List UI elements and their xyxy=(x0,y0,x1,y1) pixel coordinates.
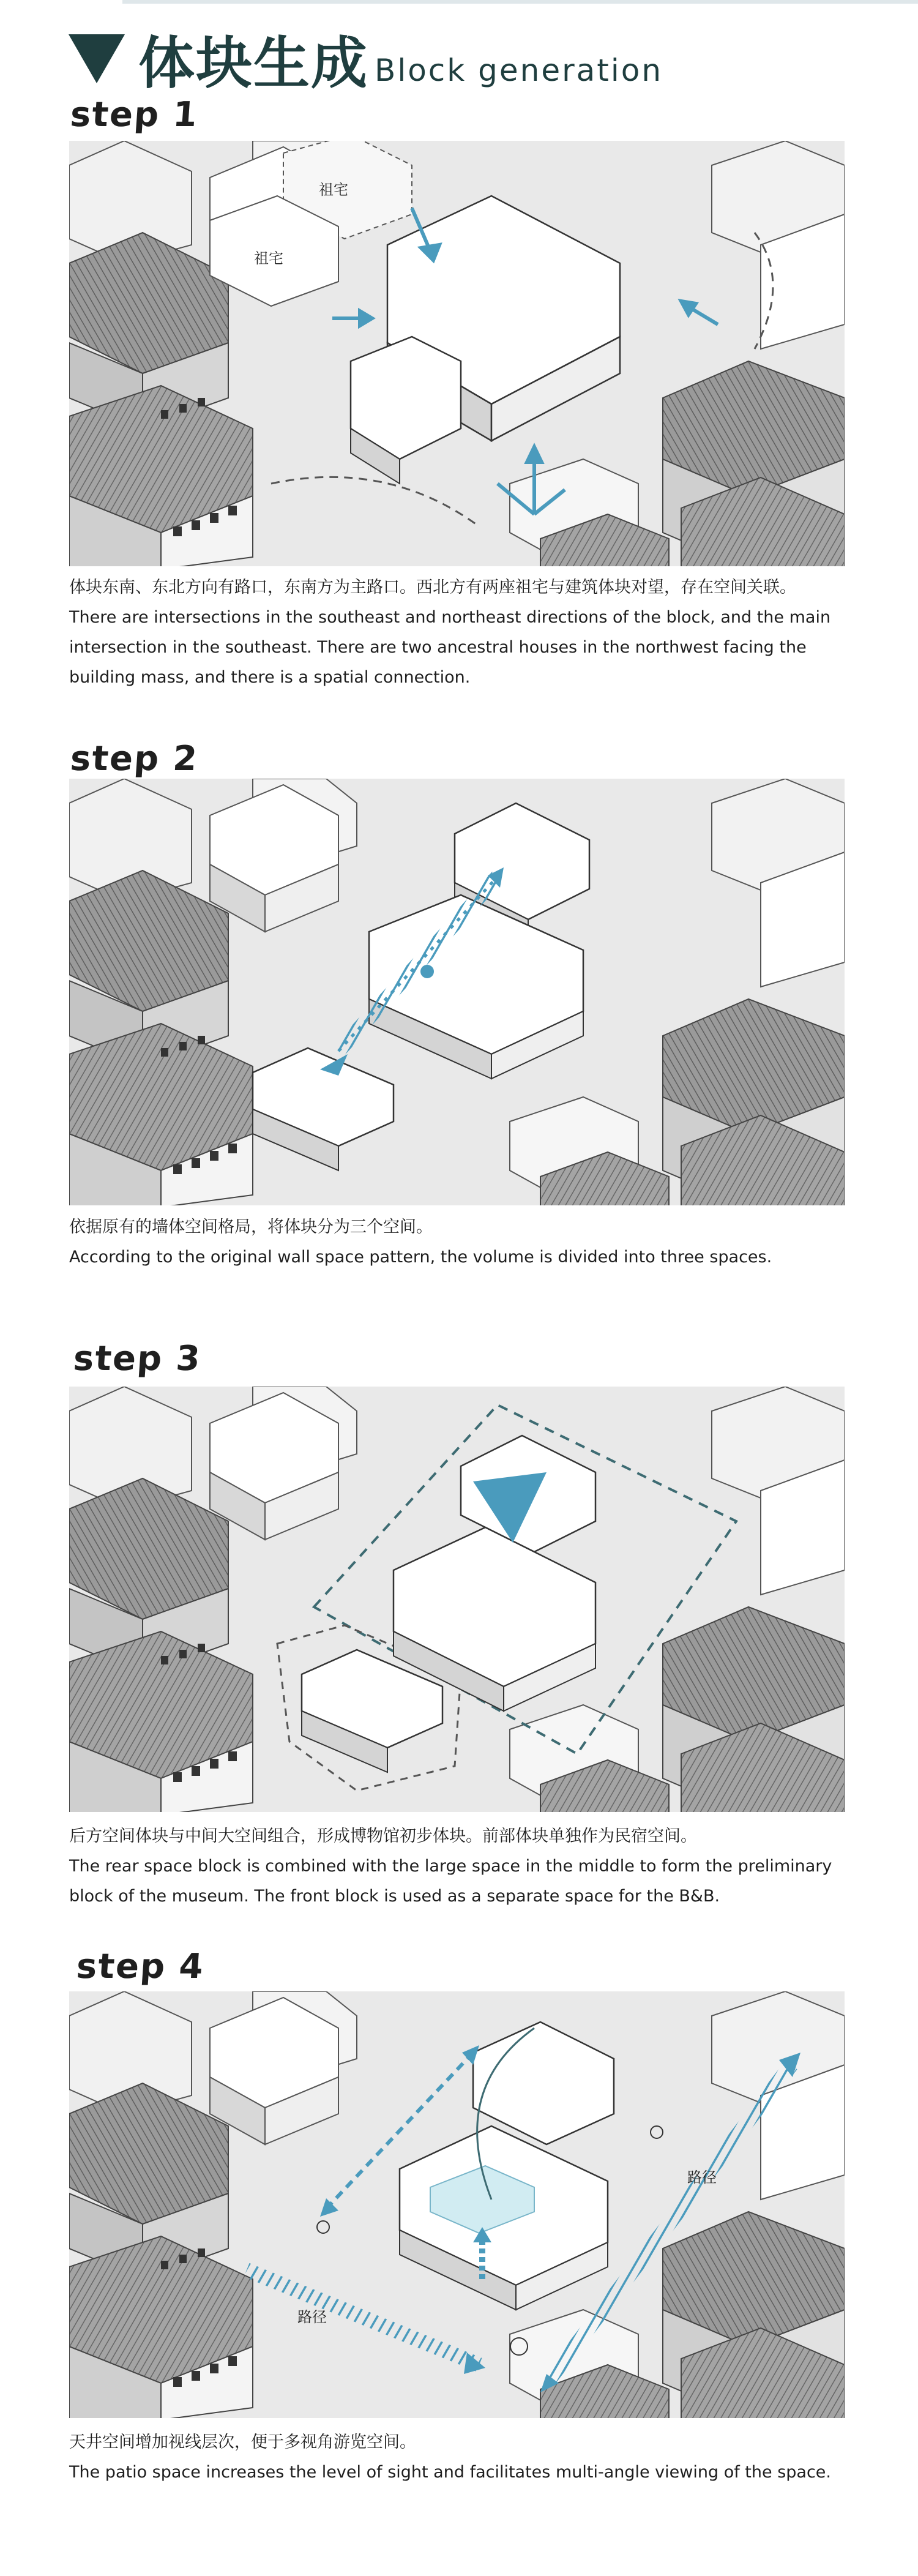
step-3-caption-cn: 后方空间体块与中间大空间组合，形成博物馆初步体块。前部体块单独作为民宿空间。 xyxy=(69,1827,697,1846)
step-4-diagram xyxy=(69,1991,845,2418)
step-2-caption-cn: 依据原有的墙体空间格局，将体块分为三个空间。 xyxy=(69,1218,433,1237)
step-2-caption-en: According to the original wall space pattern, the volume is divided into three spaces. xyxy=(69,1248,772,1267)
step-3-caption xyxy=(69,1821,865,1911)
top-decorative-line xyxy=(122,0,918,4)
step-3-label: step 3 xyxy=(72,1339,203,1379)
path-label-right: 路径 xyxy=(687,2169,717,2186)
step-4-label: step 4 xyxy=(75,1947,206,1986)
ancestral-house-label-1: 祖宅 xyxy=(319,181,348,198)
step-1-diagram xyxy=(69,141,845,566)
triangle-marker-icon xyxy=(69,34,125,83)
step-2-label: step 2 xyxy=(69,739,200,779)
step-4-caption-en: The patio space increases the level of sight and facilitates multi-angle viewing of the space. xyxy=(69,2463,831,2482)
page-header xyxy=(69,18,663,96)
path-label-left: 路径 xyxy=(297,2308,327,2326)
page-title-en: Block generation xyxy=(375,53,663,88)
page-title-cn: 体块生成 xyxy=(138,31,369,96)
step-4-caption-cn: 天井空间增加视线层次，便于多视角游览空间。 xyxy=(69,2433,416,2452)
step-1-caption-en: There are intersections in the southeast and northeast directions of the block, and the main intersection in the southeast. There are two ancestral houses in the northwest facing the building mass, and there is a spatial connection. xyxy=(69,608,831,687)
step-3-caption-en: The rear space block is combined with the large space in the middle to form the preliminary block of the museum. The front block is used as a separate space for the B&B. xyxy=(69,1857,832,1906)
step-1-caption xyxy=(69,572,865,692)
step-2-caption xyxy=(69,1212,865,1272)
step-2-diagram xyxy=(69,779,845,1205)
step-1-caption-cn: 体块东南、东北方向有路口，东南方为主路口。西北方有两座祖宅与建筑体块对望，存在空间关联。 xyxy=(69,578,796,597)
step-4-caption xyxy=(69,2427,865,2487)
ancestral-house-label-2: 祖宅 xyxy=(254,250,283,267)
step-3-diagram xyxy=(69,1387,845,1812)
step-1-label: step 1 xyxy=(69,95,200,135)
